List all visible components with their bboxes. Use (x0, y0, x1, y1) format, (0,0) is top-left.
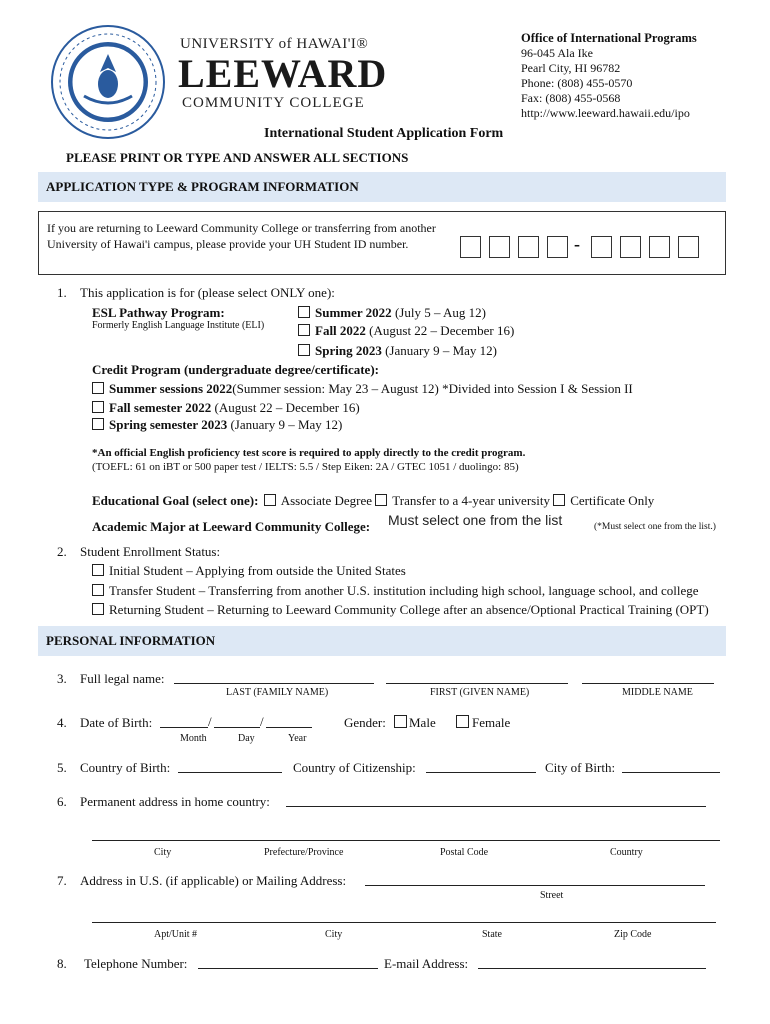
major-select[interactable]: Must select one from the list (388, 512, 563, 528)
us-state-caption: State (482, 929, 502, 940)
section-application-type: APPLICATION TYPE & PROGRAM INFORMATION (38, 172, 726, 202)
q8-number: 8. (57, 956, 67, 971)
office-fax: Fax: (808) 455-0568 (521, 91, 621, 105)
major-note: (*Must select one from the list.) (594, 522, 716, 532)
uh-id-digit-1[interactable] (460, 236, 481, 258)
first-name-caption: FIRST (GIVEN NAME) (430, 687, 530, 698)
gender-label: Gender: (344, 715, 386, 730)
middle-name-line[interactable] (582, 683, 714, 684)
credit-option-spring[interactable]: Spring semester 2023 (January 9 – May 12) (92, 417, 342, 433)
us-apt-caption: Apt/Unit # (154, 929, 198, 940)
dob-year-caption: Year (288, 733, 307, 744)
office-url[interactable]: http://www.leeward.hawaii.edu/ipo (521, 106, 690, 120)
home-prefecture-caption: Prefecture/Province (264, 847, 344, 858)
dob-month-line[interactable] (160, 727, 208, 728)
uh-id-dash: - (574, 234, 580, 254)
us-address-line-2[interactable] (92, 922, 716, 923)
checkbox[interactable] (456, 715, 469, 728)
checkbox[interactable] (92, 401, 104, 413)
q7-number: 7. (57, 873, 67, 888)
uh-id-digit-3[interactable] (518, 236, 539, 258)
us-address-street-line[interactable] (365, 885, 705, 886)
first-name-line[interactable] (386, 683, 568, 684)
dob-day-line[interactable] (214, 727, 260, 728)
uh-id-digit-4[interactable] (547, 236, 568, 258)
home-address-line-2[interactable] (92, 840, 720, 841)
uh-id-digit-7[interactable] (649, 236, 670, 258)
city-birth-line[interactable] (622, 772, 720, 773)
q1-number: 1. (57, 285, 67, 300)
gender-male[interactable]: Male (394, 715, 436, 731)
esl-option-fall[interactable]: Fall 2022 (August 22 – December 16) (298, 323, 514, 339)
us-zip-caption: Zip Code (614, 929, 652, 940)
checkbox[interactable] (298, 324, 310, 336)
credit-title: Credit Program (undergraduate degree/certificate): (92, 362, 379, 377)
uh-id-digit-6[interactable] (620, 236, 641, 258)
goal-certificate[interactable]: Certificate Only (553, 493, 654, 508)
educational-goal (92, 493, 654, 509)
q2-number: 2. (57, 544, 67, 559)
checkbox[interactable] (394, 715, 407, 728)
goal-label: Educational Goal (select one): (92, 493, 259, 508)
middle-name-caption: MIDDLE NAME (622, 687, 693, 698)
logo-university: UNIVERSITY of HAWAI'I® (180, 36, 369, 52)
us-city-caption: City (325, 929, 343, 940)
uh-id-text: If you are returning to Leeward Community College or transferring from another University of Hawai'i campus, please provide your UH Student ID number. (47, 221, 436, 251)
esl-note: Formerly English Language Institute (ELI) (92, 320, 265, 331)
checkbox[interactable] (553, 494, 565, 506)
home-country-caption: Country (610, 847, 643, 858)
status-transfer[interactable]: Transfer Student – Transferring from another U.S. institution including high school, language school, and college (92, 583, 699, 599)
citizenship-label: Country of Citizenship: (293, 760, 416, 775)
office-city: Pearl City, HI 96782 (521, 61, 621, 75)
checkbox[interactable] (92, 584, 104, 596)
phone-label: Telephone Number: (84, 956, 188, 971)
esl-option-spring[interactable]: Spring 2023 (January 9 – May 12) (298, 343, 497, 359)
q7-label: Address in U.S. (if applicable) or Mailing Address: (80, 873, 347, 888)
logo-leeward: LEEWARD (178, 51, 388, 96)
status-initial[interactable]: Initial Student – Applying from outside the United States (92, 563, 406, 579)
college-seal (50, 24, 166, 140)
checkbox[interactable] (264, 494, 276, 506)
q6-number: 6. (57, 794, 67, 809)
q3-label: Full legal name: (80, 671, 165, 686)
dob-month-caption: Month (180, 733, 207, 744)
form-title: International Student Application Form (264, 126, 504, 141)
q2-label: Student Enrollment Status: (80, 544, 221, 559)
us-street-caption: Street (540, 890, 564, 901)
goal-associate[interactable]: Associate Degree (262, 493, 372, 508)
checkbox[interactable] (92, 382, 104, 394)
q5-number: 5. (57, 760, 67, 775)
office-name: Office of International Programs (521, 31, 697, 45)
proficiency-note: *An official English proficiency test score is required to apply directly to the credit program. (92, 447, 526, 459)
last-name-line[interactable] (174, 683, 374, 684)
checkbox[interactable] (298, 344, 310, 356)
q4-number: 4. (57, 715, 67, 730)
country-birth-label: Country of Birth: (80, 760, 171, 775)
home-postal-caption: Postal Code (440, 847, 489, 858)
dob-day-caption: Day (238, 733, 255, 744)
checkbox[interactable] (92, 418, 104, 430)
checkbox[interactable] (92, 603, 104, 615)
section-personal-info: PERSONAL INFORMATION (38, 626, 726, 656)
credit-option-fall[interactable]: Fall semester 2022 (August 22 – December 16) (92, 400, 360, 416)
email-label: E-mail Address: (384, 956, 469, 971)
uh-id-digit-8[interactable] (678, 236, 699, 258)
country-birth-line[interactable] (178, 772, 282, 773)
q6-label: Permanent address in home country: (80, 794, 270, 809)
email-line[interactable] (478, 968, 706, 969)
q1-label: This application is for (please select ONLY one): (80, 285, 335, 300)
dob-slash-2: / (260, 714, 264, 729)
uh-id-digit-5[interactable] (591, 236, 612, 258)
q3-number: 3. (57, 671, 67, 686)
city-birth-label: City of Birth: (545, 760, 616, 775)
office-phone: Phone: (808) 455-0570 (521, 76, 633, 90)
uh-id-digit-2[interactable] (489, 236, 510, 258)
office-street: 96-045 Ala Ike (521, 46, 593, 60)
goal-transfer[interactable]: Transfer to a 4-year university (375, 493, 550, 508)
phone-line[interactable] (198, 968, 378, 969)
home-address-line-1[interactable] (286, 806, 706, 807)
esl-title: ESL Pathway Program: (92, 305, 225, 320)
instruction: PLEASE PRINT OR TYPE AND ANSWER ALL SECTIONS (66, 150, 409, 165)
q4-label: Date of Birth: (80, 715, 153, 730)
dob-year-line[interactable] (266, 727, 312, 728)
logo-community-college: COMMUNITY COLLEGE (182, 95, 365, 111)
citizenship-line[interactable] (426, 772, 536, 773)
home-city-caption: City (154, 847, 172, 858)
checkbox[interactable] (298, 306, 310, 318)
major-label: Academic Major at Leeward Community College: (92, 519, 371, 534)
checkbox[interactable] (375, 494, 387, 506)
status-returning[interactable]: Returning Student – Returning to Leeward Community College after an absence/Optional Practical Training (OPT) (92, 602, 709, 618)
checkbox[interactable] (92, 564, 104, 576)
proficiency-scores: (TOEFL: 61 on iBT or 500 paper test / IELTS: 5.5 / Step Eiken: 2A / GTEC 1051 / duolingo: 85) (92, 461, 519, 473)
gender-female[interactable]: Female (456, 715, 510, 731)
credit-option-summer[interactable]: Summer sessions 2022(Summer session: May 23 – August 12) *Divided into Session I & Session II (92, 381, 633, 397)
last-name-caption: LAST (FAMILY NAME) (226, 687, 329, 698)
dob-slash-1: / (208, 714, 212, 729)
esl-option-summer[interactable]: Summer 2022 (July 5 – Aug 12) (298, 305, 486, 321)
